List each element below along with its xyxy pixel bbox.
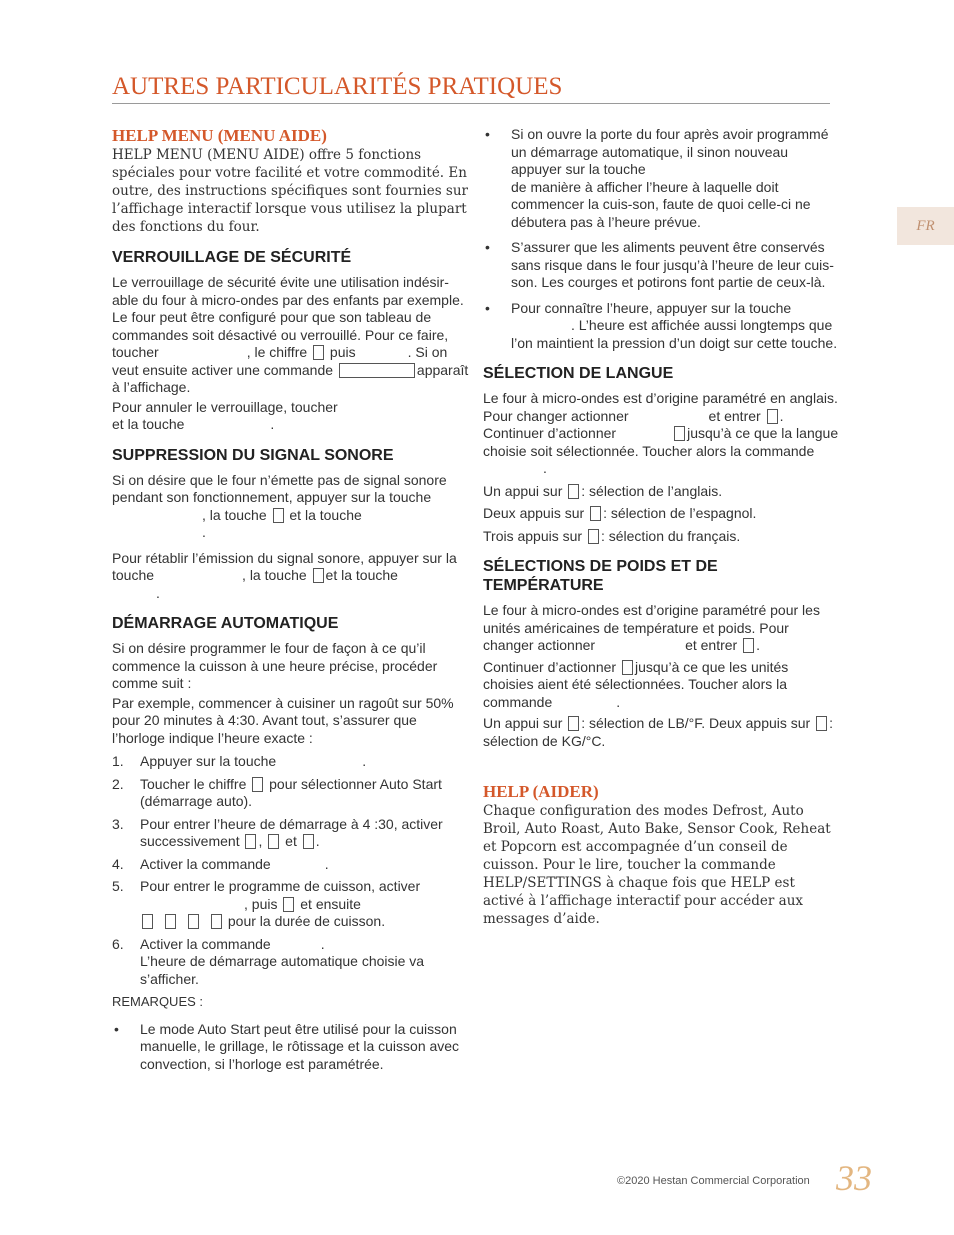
page-number: 33 (836, 1158, 872, 1198)
lock-cancel-paragraph: Pour annuler le verrouillage, toucher et la touche . (112, 398, 338, 432)
sound-paragraph-1: Si on désire que le four n’émette pas de signal sonore pendant son fonctionnement, appuyer sur la touche, la touche et la touche . (112, 471, 447, 540)
sound-heading: SUPPRESSION DU SIGNAL SONORE (112, 446, 394, 464)
language-paragraph: Le four à micro-ondes est d’origine paramétré en anglais. Pour changer actionner et entrer . Continuer d’actionner jusqu’à ce que la langue choisie soit sélectionnée. Toucher alors la commande. (483, 390, 839, 476)
step-item: 4. Activer la commande . (112, 855, 329, 872)
lock-paragraph: Le verrouillage de sécurité évite une utilisation indésir-able du four à micro-ondes par des enfants par exemple. Le four peut être configuré pour que son tableau de commandes soit désactivé ou verrouillé. Pour ce faire, toucher , le chiffre puis . Si on veut ensuite activer une commande apparaît à l’affichage. (112, 274, 469, 395)
key-box (816, 716, 827, 731)
key-box (188, 914, 199, 929)
key-box (252, 777, 263, 792)
step-item: 6. Activer la commande . L’heure de démarrage automatique choisie va s’afficher. (112, 935, 425, 987)
language-tab: FR (897, 207, 954, 245)
language-option-3: Trois appuis sur : sélection du français. (483, 527, 741, 544)
key-box (568, 484, 579, 499)
language-option-2: Deux appuis sur : sélection de l’espagnol. (483, 505, 757, 521)
remark-item: • Le mode Auto Start peut être utilisé pour la cuisson manuelle, le grillage, le rôtissage et la cuisson avec convection, si l’horloge est paramétrée. (114, 1020, 460, 1072)
auto-start-heading: DÉMARRAGE AUTOMATIQUE (112, 615, 339, 632)
display-box (339, 363, 415, 378)
key-box (273, 508, 284, 523)
notes-list (483, 126, 839, 352)
sound-paragraph-2: Pour rétablir l’émission du signal sonore, appuyer sur la touche , la touche et la touche . (112, 549, 457, 601)
auto-start-intro: Si on désire programmer le four de façon à ce qu’il commence la cuisson à une heure précise, procéder comme suit : (112, 640, 438, 691)
weight-paragraph-3: Un appui sur : sélection de LB/°F. Deux appuis sur : sélection de KG/°C. (483, 715, 834, 749)
key-box (743, 638, 754, 653)
note-item: • S’assurer que les aliments peuvent être conservés sans risque dans le four jusqu’à l’heure de leur cuis-son. Les courges et potirons font partie de ceux-là. (485, 239, 834, 290)
step-item: 1. Appuyer sur la touche . (112, 753, 367, 769)
left-column (112, 126, 470, 1073)
key-box (674, 426, 685, 441)
language-option-1: Un appui sur : sélection de l’anglais. (483, 482, 723, 499)
weight-paragraph-1: Le four à micro-ondes est d’origine paramétré pour les unités américaines de température et poids. Pour changer actionner et entrer . (483, 602, 820, 653)
note-item: • Pour connaître l’heure, appuyer sur la touche. L’heure est affichée aussi longtemps que l’on maintient la pression d’un doigt sur cette touche. (485, 299, 838, 351)
right-column (483, 126, 839, 928)
auto-start-steps (112, 753, 470, 988)
key-box (767, 409, 778, 424)
key-box (211, 914, 222, 929)
page-title: AUTRES PARTICULARITÉS PRATIQUES (112, 73, 830, 104)
key-box (588, 529, 599, 544)
key-box (142, 914, 153, 929)
help-menu-text: HELP MENU (MENU AIDE) offre 5 fonctions spéciales pour votre facilité et votre commodité. En outre, des instructions spécifiques sont fournies sur l’affichage interactif lorsque vous utilisez la plupart des fonctions du four. (112, 147, 469, 235)
auto-start-example: Par exemple, commencer à cuisiner un ragoût sur 50% pour 20 minutes à 4:30. Avant tout, s’assurer que l’horloge indique l’heure exacte : (112, 694, 454, 746)
remarks-list (112, 1021, 470, 1074)
step-item: 5. Pour entrer le programme de cuisson, activer, puis et ensuite pour la durée de cuisson. (112, 878, 421, 929)
step-item: 3. Pour entrer l’heure de démarrage à 4 :30, activer successivement , et . (112, 815, 443, 849)
key-box (313, 568, 324, 583)
weight-paragraph-2: Continuer d’actionner jusqu’à ce que les unités choisies aient été sélectionnées. Toucher alors la commande . (483, 658, 789, 710)
key-box (268, 834, 279, 849)
help-heading: HELP (AIDER) (483, 782, 599, 801)
help-menu-heading: HELP MENU (MENU AIDE) (112, 126, 327, 145)
key-box (245, 834, 256, 849)
key-box (568, 716, 579, 731)
key-box (313, 345, 324, 360)
step-item: 2. Toucher le chiffre pour sélectionner Auto Start (démarrage auto). (112, 775, 442, 809)
note-item: • Si on ouvre la porte du four après avoir programmé un démarrage automatique, il sinon nouveau appuyer sur la touche de manière à afficher l’heure à laquelle doit commencer la cuis-son, faute de quoi celle-ci ne débutera pas à l’heure prévue. (485, 126, 829, 230)
key-box (622, 660, 633, 675)
key-box (283, 897, 294, 912)
key-box (303, 834, 314, 849)
copyright: ©2020 Hestan Commercial Corporation (617, 1175, 810, 1187)
key-box (590, 506, 601, 521)
help-text: Chaque configuration des modes Defrost, Auto Broil, Auto Roast, Auto Bake, Sensor Cook, Reheat et Popcorn est accompagnée d’un conseil de cuisson. Pour le lire, toucher la commande HELP/SETTINGS à chaque fois que HELP est activé à l’affichage interactif pour accéder aux messages d’aide. (483, 803, 831, 927)
remarks-label: REMARQUES : (112, 994, 204, 1009)
weight-heading: SÉLECTIONS DE POIDS ET DE TEMPÉRATURE (483, 558, 718, 594)
key-box (165, 914, 176, 929)
lock-heading: VERROUILLAGE DE SÉCURITÉ (112, 249, 352, 266)
language-heading: SÉLECTION DE LANGUE (483, 365, 674, 382)
